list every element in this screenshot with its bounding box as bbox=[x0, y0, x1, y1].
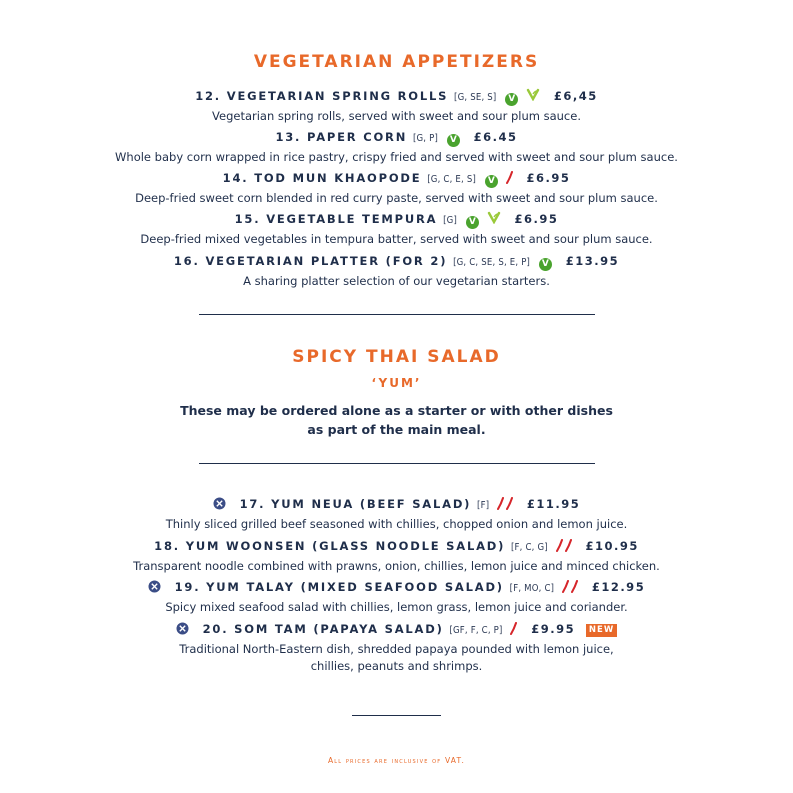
vegetarian-icon: V bbox=[505, 93, 518, 106]
menu-item-18 bbox=[0, 538, 793, 574]
chilli-icon bbox=[497, 497, 504, 510]
section-divider bbox=[199, 314, 595, 315]
item-price: £10.95 bbox=[585, 539, 639, 553]
item-name: 12. VEGETARIAN SPRING ROLLS bbox=[195, 89, 449, 103]
item-name: 18. YUM WOONSEN (GLASS NOODLE SALAD) bbox=[154, 539, 506, 553]
item-name: 15. VEGETABLE TEMPURA bbox=[234, 212, 438, 226]
section-subtitle: ‘YUM’ bbox=[371, 376, 422, 390]
item-allergens: [G, P] bbox=[412, 133, 439, 144]
chilli-icon bbox=[506, 497, 513, 510]
item-description: Vegetarian spring rolls, served with sweet and sour plum sauce. bbox=[212, 109, 581, 123]
chilli-icon bbox=[562, 580, 569, 593]
cross-plate-icon bbox=[213, 497, 226, 510]
vegan-icon bbox=[526, 88, 540, 101]
menu-item-20 bbox=[0, 621, 793, 674]
item-description: Whole baby corn wrapped in rice pastry, crispy fried and served with sweet and sour plum sauce. bbox=[115, 150, 678, 164]
vegetarian-icon: V bbox=[466, 216, 479, 229]
item-allergens: [G, C, E, S] bbox=[427, 174, 477, 185]
item-allergens: [G, C, SE, S, E, P] bbox=[453, 257, 531, 268]
chilli-icon bbox=[556, 539, 563, 552]
item-allergens: [G] bbox=[443, 215, 458, 226]
footer-divider bbox=[352, 715, 441, 716]
item-allergens: [F, MO, C] bbox=[509, 583, 555, 594]
section-divider bbox=[199, 463, 595, 464]
item-name: 13. PAPER CORN bbox=[275, 130, 408, 144]
chilli-icon bbox=[506, 171, 513, 184]
item-name: 19. YUM TALAY (MIXED SEAFOOD SALAD) bbox=[174, 580, 504, 594]
item-allergens: [F, C, G] bbox=[510, 542, 548, 553]
item-allergens: [G, SE, S] bbox=[454, 92, 497, 103]
vegetarian-icon: V bbox=[447, 134, 460, 147]
menu-item-19 bbox=[0, 579, 793, 615]
item-price: £11.95 bbox=[526, 497, 581, 511]
item-allergens: [GF, F, C, P] bbox=[449, 625, 503, 636]
item-price: £12.95 bbox=[591, 580, 646, 594]
section-intro-line1: These may be ordered alone as a starter or with other dishes bbox=[180, 403, 613, 418]
cross-plate-icon bbox=[148, 580, 161, 593]
item-description-line1: Traditional North-Eastern dish, shredded papaya pounded with lemon juice, bbox=[179, 642, 614, 656]
item-description: Transparent noodle combined with prawns, onion, chillies, lemon juice and minced chicken. bbox=[133, 559, 660, 573]
item-description: Thinly sliced grilled beef seasoned with chillies, chopped onion and lemon juice. bbox=[165, 517, 628, 531]
item-description: Spicy mixed seafood salad with chillies, lemon grass, lemon juice and coriander. bbox=[165, 600, 628, 614]
menu-item-13 bbox=[0, 129, 793, 165]
item-description: Deep-fried mixed vegetables in tempura batter, served with sweet and sour plum sauce. bbox=[140, 232, 653, 246]
vegan-icon bbox=[487, 211, 501, 224]
item-name: 16. VEGETARIAN PLATTER (FOR 2) bbox=[173, 254, 448, 268]
item-price: £13.95 bbox=[565, 254, 620, 268]
item-name: 14. TOD MUN KHAOPODE bbox=[222, 171, 422, 185]
menu-item-15 bbox=[0, 211, 793, 247]
item-name: 17. YUM NEUA (BEEF SALAD) bbox=[239, 497, 472, 511]
item-price: £6,45 bbox=[553, 89, 598, 103]
chilli-icon bbox=[510, 622, 517, 635]
item-allergens: [F] bbox=[477, 500, 490, 511]
menu-item-16 bbox=[0, 253, 793, 289]
item-description-line2: chillies, peanuts and shrimps. bbox=[310, 659, 483, 673]
section-intro-line2: as part of the main meal. bbox=[307, 422, 486, 437]
item-price: £6.95 bbox=[514, 212, 559, 226]
chilli-icon bbox=[565, 539, 572, 552]
section-title-vegetarian: VEGETARIAN APPETIZERS bbox=[253, 52, 540, 72]
cross-plate-icon bbox=[176, 622, 189, 635]
vegetarian-icon: V bbox=[539, 258, 552, 271]
vat-note: All prices are inclusive of VAT. bbox=[327, 756, 466, 765]
item-price: £9.95 bbox=[531, 622, 576, 636]
item-name: 20. SOM TAM (PAPAYA SALAD) bbox=[202, 622, 444, 636]
vegetarian-icon: V bbox=[485, 175, 498, 188]
menu-item-14 bbox=[0, 170, 793, 206]
item-description: A sharing platter selection of our vegetarian starters. bbox=[243, 274, 550, 288]
menu-item-12 bbox=[0, 88, 793, 124]
section-title-spicy-salad: SPICY THAI SALAD bbox=[292, 347, 501, 367]
item-description: Deep-fried sweet corn blended in red curry paste, served with sweet and sour plum sauce. bbox=[135, 191, 658, 205]
item-price: £6.45 bbox=[473, 130, 518, 144]
menu-item-17 bbox=[0, 496, 793, 532]
item-price: £6.95 bbox=[526, 171, 571, 185]
chilli-icon bbox=[571, 580, 578, 593]
new-badge: NEW bbox=[586, 624, 617, 637]
